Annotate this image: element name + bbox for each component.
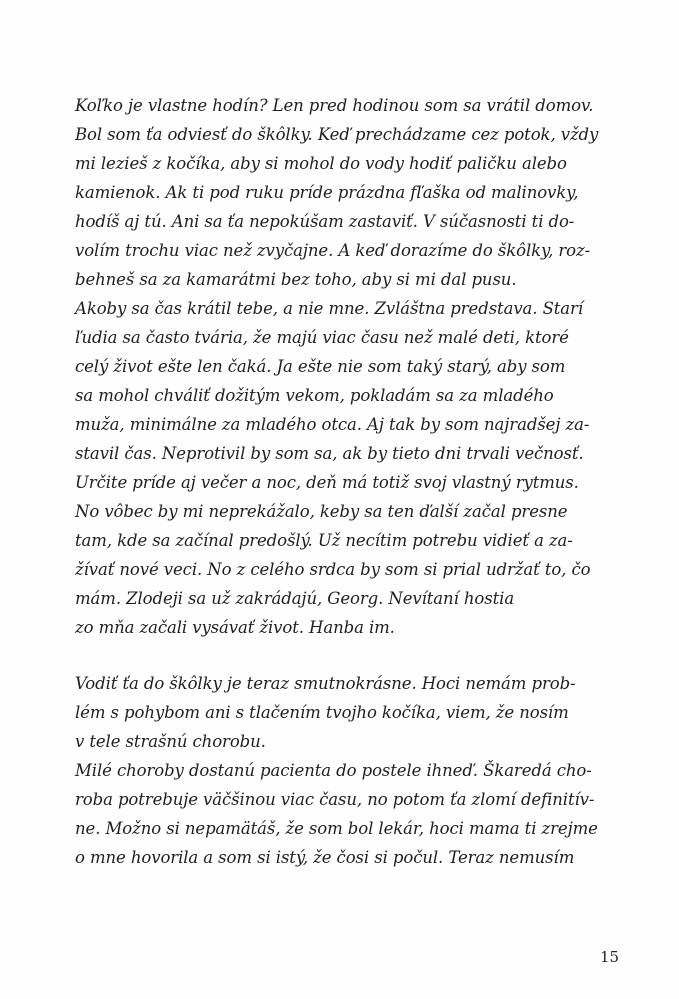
text-line: mi lezieš z kočíka, aby si mohol do vody hodiť paličku alebo: [75, 154, 567, 173]
text-line: Milé choroby dostanú pacienta do postele ihneď. Škaredá cho-: [75, 761, 592, 780]
text-line: Vodiť ťa do škôlky je teraz smutnokrásne. Hoci nemám prob-: [75, 674, 576, 693]
text-line: sa mohol chváliť dožitým vekom, pokladám sa za mladého: [75, 386, 554, 405]
text-line: ľudia sa často tvária, že majú viac času než malé deti, ktoré: [75, 328, 569, 347]
text-line: lém s pohybom ani s tlačením tvojho kočíka, viem, že nosím: [75, 703, 569, 722]
text-line: Bol som ťa odviesť do škôlky. Keď prechádzame cez potok, vždy: [75, 125, 599, 144]
text-line: Určite príde aj večer a noc, deň má totiž svoj vlastný rytmus.: [75, 473, 579, 492]
text-line: Akoby sa čas krátil tebe, a nie mne. Zvláštna predstava. Starí: [75, 299, 584, 318]
text-line: žívať nové veci. No z celého srdca by som si prial udržať to, čo: [75, 560, 591, 579]
text-line: mám. Zlodeji sa už zakrádajú, Georg. Nevítaní hostia: [75, 589, 515, 608]
text-line: v tele strašnú chorobu.: [75, 732, 266, 751]
text-line: behneš sa za kamarátmi bez toho, aby si mi dal pusu.: [75, 270, 517, 289]
text-line: o mne hovorila a som si istý, že čosi si počul. Teraz nemusím: [75, 848, 575, 867]
page-number: 15: [600, 948, 620, 966]
text-line: muža, minimálne za mladého otca. Aj tak by som najradšej za-: [75, 415, 590, 434]
text-line: kamienok. Ak ti pod ruku príde prázdna fľaška od malinovky,: [75, 183, 579, 202]
text-line: ne. Možno si nepamätáš, že som bol lekár, hoci mama ti zrejme: [75, 819, 598, 838]
text-line: stavil čas. Neprotivil by som sa, ak by tieto dni trvali večnosť.: [75, 444, 584, 463]
text-line: roba potrebuje väčšinou viac času, no potom ťa zlomí definitív-: [75, 790, 595, 809]
text-line: zo mňa začali vysávať život. Hanba im.: [75, 618, 395, 637]
text-line: Koľko je vlastne hodín? Len pred hodinou som sa vrátil domov.: [75, 96, 594, 115]
text-line: hodíš aj tú. Ani sa ťa nepokúšam zastaviť. V súčasnosti ti do-: [75, 212, 575, 231]
text-line: celý život ešte len čaká. Ja ešte nie som taký starý, aby som: [75, 357, 566, 376]
text-line: volím trochu viac než zvyčajne. A keď dorazíme do škôlky, roz-: [75, 241, 591, 260]
text-line: No vôbec by mi neprekážalo, keby sa ten ďalší začal presne: [75, 502, 568, 521]
text-line: tam, kde sa začínal predošlý. Už necítim potrebu vidieť a za-: [75, 531, 573, 550]
